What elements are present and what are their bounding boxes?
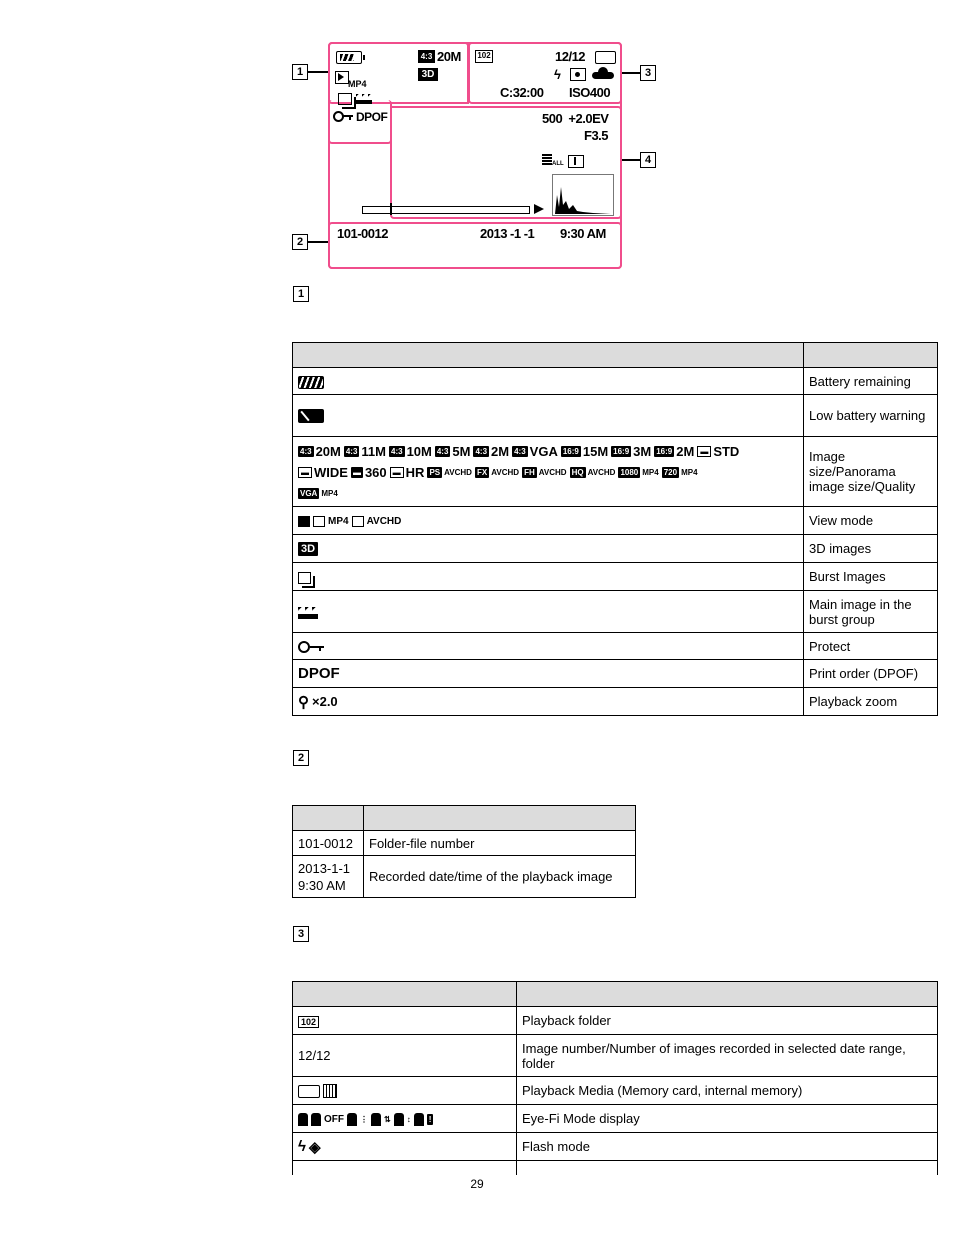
callout-2: 2: [292, 234, 308, 250]
lcd-diagram: [286, 38, 662, 270]
table-row: [293, 633, 938, 660]
eye-fi-all-icon: [542, 154, 552, 166]
burst-icon: [338, 93, 352, 105]
aperture: F3.5: [584, 128, 609, 143]
battery-icon: [336, 51, 362, 64]
view-mode-icon: [335, 71, 349, 84]
row-description: 3D images: [804, 535, 938, 563]
table-row: [293, 831, 636, 856]
row-description: Battery remaining: [804, 368, 938, 395]
row-description: Image size/Panorama image size/Quality: [804, 437, 938, 507]
row-description: View mode: [804, 507, 938, 535]
remaining-time: C:32:00: [500, 85, 544, 100]
table-row: [293, 1133, 938, 1161]
flash-icon: ϟ: [554, 67, 561, 82]
protect-key-icon: [333, 111, 353, 121]
table-row: [293, 1035, 938, 1077]
row-description: Main image in the burst group: [804, 591, 938, 633]
flash-icons: ϟ ◈: [298, 1138, 321, 1156]
table-header-row: [293, 982, 938, 1007]
row-description: Protect: [804, 633, 938, 660]
table-row: [293, 1007, 938, 1035]
row-description: Low battery warning: [804, 395, 938, 437]
table-row: [293, 395, 938, 437]
3d-icon: 3D: [418, 68, 438, 81]
view-mode-label: MP4: [348, 79, 367, 89]
eye-fi-icons: OFF ⋮ ⇅ ↕ !: [298, 1111, 435, 1126]
row-description: Eye-Fi Mode display: [517, 1105, 938, 1133]
table-row: [293, 1077, 938, 1105]
table-row: [293, 563, 938, 591]
table-row: [293, 856, 636, 898]
burst-icon: [298, 572, 311, 584]
3d-icon: 3D: [298, 542, 318, 556]
table-row: [293, 507, 938, 535]
row-description: Flash mode: [517, 1133, 938, 1161]
playback-folder-icon: 102: [298, 1016, 319, 1028]
section-1-callout: 1: [293, 286, 309, 302]
shutter-ev: 500 +2.0EV: [542, 111, 609, 126]
image-count: 12/12: [555, 49, 586, 64]
zoom-icon: ⚲: [298, 693, 309, 711]
zoom-label: ×2.0: [312, 694, 338, 709]
section-3-table: [292, 981, 938, 1175]
row-value: 2013-1-1 9:30 AM: [293, 856, 364, 898]
row-value: 12/12: [293, 1035, 517, 1077]
callout-1: 1: [292, 64, 308, 80]
row-description: Recorded date/time of the playback image: [364, 856, 636, 898]
eye-fi-all-label: ALL: [552, 161, 564, 167]
aspect-4-3-icon: 4:3: [418, 50, 435, 63]
section-2-table: [292, 805, 636, 898]
media-icons: [298, 1083, 340, 1098]
playback-folder-icon: 102: [475, 50, 493, 63]
row-description: Print order (DPOF): [804, 660, 938, 688]
row-description: Playback folder: [517, 1007, 938, 1035]
record-date: 2013 -1 -1: [480, 226, 535, 241]
table-row: [293, 688, 938, 716]
callout-3: 3: [640, 65, 656, 81]
metering-icon: [570, 68, 586, 81]
table-row: [293, 660, 938, 688]
row-description: Folder-file number: [364, 831, 636, 856]
crown-icon: [356, 94, 372, 104]
table-row: [293, 1105, 938, 1133]
table-header-row: [293, 343, 938, 368]
section-2-callout: 2: [293, 750, 309, 766]
section-3-callout: 3: [293, 926, 309, 942]
protect-key-icon: [298, 641, 326, 653]
playback-progress-bar: [362, 206, 530, 214]
low-battery-icon: [298, 409, 324, 423]
file-number: 101-0012: [337, 226, 388, 241]
memory-card-icon: [595, 51, 616, 64]
row-description: Playback zoom: [804, 688, 938, 716]
white-balance-cloud-icon: [592, 67, 614, 79]
battery-icon: [298, 376, 324, 389]
section-1-table: [292, 342, 938, 716]
header-description: [804, 343, 938, 368]
row-description: Burst Images: [804, 563, 938, 591]
header-icon: [293, 343, 804, 368]
dpof-icon: DPOF: [298, 665, 340, 683]
main-image-crown-icon: [298, 607, 318, 619]
record-time: 9:30 AM: [560, 226, 606, 241]
view-mode-icons: MP4 AVCHD: [298, 513, 404, 528]
iso-value: ISO400: [569, 85, 611, 100]
callout-4: 4: [640, 152, 656, 168]
row-description: Image number/Number of images recorded in selected date range, folder: [517, 1035, 938, 1077]
table-row: [293, 1161, 938, 1175]
table-row: [293, 591, 938, 633]
table-header-row: [293, 806, 636, 831]
image-size-icons: 4:3 20M 4:3 11M 4:3 10M 4:3 5M 4:3 2M 4:3 VGA 16:9 15M 16:9 3M 16:9 2M ▬ STD ▬ WIDE ▬ 360 ▬ HR PS AVCHD FX AVCHD FH AVCHD HQ AVCHD 1080 MP4 720 MP4 VGA MP4: [300, 444, 740, 499]
play-icon: [534, 204, 544, 214]
exposure-compensation-icon: [568, 155, 584, 168]
table-row: [293, 437, 938, 507]
page-number: 29: [470, 1177, 484, 1191]
playback-progress-marker: [390, 203, 392, 215]
image-size-text: 20M: [437, 49, 461, 64]
table-row: [293, 368, 938, 395]
row-description: Playback Media (Memory card, internal memory): [517, 1077, 938, 1105]
dpof-label: DPOF: [356, 110, 388, 124]
histogram: [552, 174, 614, 216]
row-value: 101-0012: [293, 831, 364, 856]
table-row: [293, 535, 938, 563]
